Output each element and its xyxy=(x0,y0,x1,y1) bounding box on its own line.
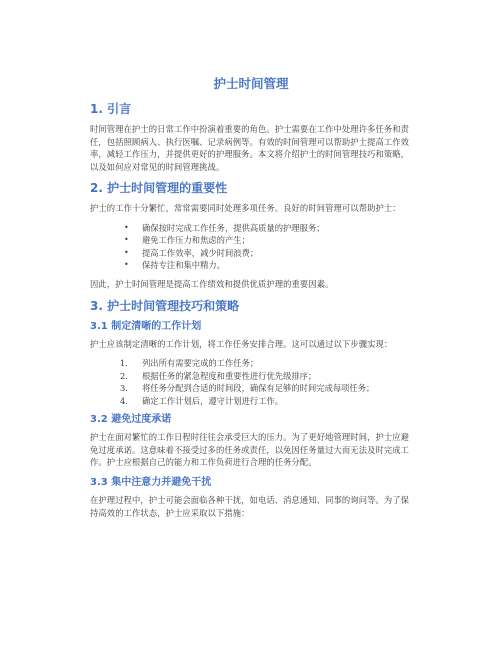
bullet-icon: • xyxy=(124,222,129,232)
paragraph: 在护理过程中，护士可能会面临各种干扰，如电话、消息通知、同事的询问等。为了保持高效的工作状态，护士应采取以下措施： xyxy=(90,494,410,518)
bullet-icon: • xyxy=(124,260,129,270)
list-number: 4. xyxy=(120,395,128,406)
paragraph: 护士在面对繁忙的工作日程时往往会承受巨大的压力。为了更好地管理时间，护士应避免过度承诺。这意味着不接受过多的任务或责任，以免因任务量过大而无法及时完成工作。护士应根据自己的能力和工作负荷进行合理的任务分配。 xyxy=(90,432,410,468)
list-item: 4. 确定工作计划后，遵守计划进行工作。 xyxy=(120,395,284,406)
section-heading: 3. 护士时间管理技巧和策略 xyxy=(90,298,240,313)
paragraph: 因此，护士时间管理是提高工作绩效和提供优质护理的重要因素。 xyxy=(90,278,334,289)
bullet-list xyxy=(90,222,412,272)
list-number: 2. xyxy=(120,370,128,381)
bullet-icon: • xyxy=(124,247,129,257)
subsection-heading: 3.1 制定清晰的工作计划 xyxy=(90,320,202,332)
list-number: 1. xyxy=(120,358,128,369)
list-item: 3. 将任务分配到合适的时间段，确保有足够的时间完成每项任务； xyxy=(120,383,375,394)
paragraph: 时间管理在护士的日常工作中扮演着重要的角色。护士需要在工作中处理许多任务和责任，包括照顾病人、执行医嘱、记录病例等。有效的时间管理可以帮助护士提高工作效率，减轻工作压力，并提供更好的护理服务。本文将介绍护士的时间管理技巧和策略，以及如何应对常见的时间管理挑战。 xyxy=(90,124,410,172)
section-importance xyxy=(90,180,412,290)
list-item: • 避免工作压力和焦虑的产生； xyxy=(124,235,250,246)
section-introduction xyxy=(90,101,412,173)
section-heading: 2. 护士时间管理的重要性 xyxy=(90,181,228,196)
list-item: • 提高工作效率，减少时间浪费； xyxy=(124,247,259,258)
list-item: 2. 根据任务的紧急程度和重要性进行优先级排序； xyxy=(120,370,317,381)
section-heading: 1. 引言 xyxy=(90,102,132,116)
document-title: 护士时间管理 xyxy=(213,76,289,91)
list-item: 1. 列出所有需要完成的工作任务； xyxy=(120,358,259,369)
bullet-icon: • xyxy=(124,235,129,245)
section-techniques xyxy=(90,298,412,520)
list-item: • 保持专注和集中精力。 xyxy=(124,260,225,271)
list-item: • 确保按时完成工作任务，提供高质量的护理服务； xyxy=(124,222,325,233)
numbered-list xyxy=(90,357,412,407)
document-body xyxy=(90,76,412,526)
list-number: 3. xyxy=(120,383,128,394)
subsection-heading: 3.2 避免过度承诺 xyxy=(90,414,172,426)
paragraph: 护士应该制定清晰的工作计划，将工作任务安排合理。这可以通过以下步骤实现： xyxy=(90,338,393,349)
subsection-heading: 3.3 集中注意力并避免干扰 xyxy=(90,476,212,488)
paragraph: 护士的工作十分繁忙，常常需要同时处理多项任务。良好的时间管理可以帮助护士： xyxy=(90,203,401,214)
